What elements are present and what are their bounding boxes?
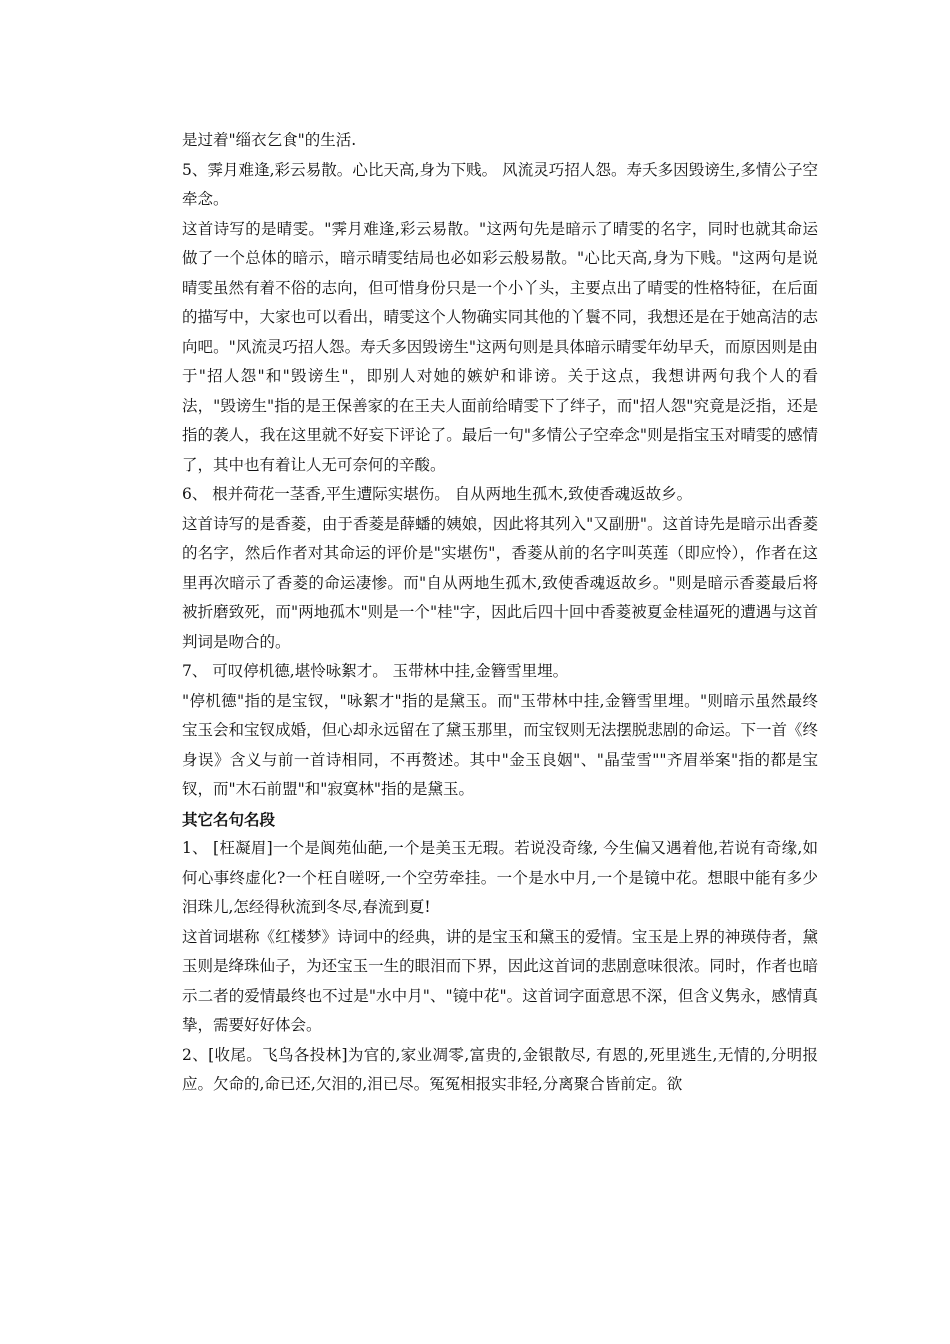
document-page [182,126,818,1100]
poem-5-qingwen: 5、霁月难逢,彩云易散。心比天高,身为下贱。 风流灵巧招人怨。寿夭多因毁谤生,多情公子空牵念。 [182,160,818,208]
poem-6-xiangling: 6、 根并荷花一茎香,平生遭际实堪伤。 自从两地生孤木,致使香魂返故乡。 [182,485,693,503]
commentary-wangningmei: 这首词堪称《红楼梦》诗词中的经典，讲的是宝玉和黛玉的爱情。宝玉是上界的神瑛侍者，黛玉则是绛珠仙子，为还宝玉一生的眼泪而下界，因此这首词的悲剧意味很浓。同时，作者也暗示二者的爱情最终也不过是"水中月"、"镜中花"。这首词字面意思不深，但含义隽永，感情真挚，需要好好体会。 [182,927,818,1034]
poem-7-baochai-daiyu: 7、 可叹停机德,堪怜咏絮才。 玉带林中挂,金簪雪里埋。 [182,662,569,680]
quote-2-shouwei: 2、[收尾。飞鸟各投林]为官的,家业凋零,富贵的,金银散尽, 有恩的,死里逃生,无情的,分明报应。欠命的,命已还,欠泪的,泪已尽。冤冤相报实非轻,分离聚合皆前定。欲 [182,1045,818,1093]
quote-1-wangningmei: 1、 [枉凝眉]一个是阆苑仙葩,一个是美玉无瑕。若说没奇缘, 今生偏又遇着他,若说有奇缘,如何心事终虚化?一个枉自嗟呀,一个空劳牵挂。一个是水中月,一个是镜中花。想眼中能有多少泪珠儿,怎经得秋流到冬尽,春流到夏! [182,839,818,916]
paragraph-miaoyu-ending: 是过着"缁衣乞食"的生活. [182,131,357,149]
commentary-baochai-daiyu: "停机德"指的是宝钗，"咏絮才"指的是黛玉。而"玉带林中挂,金簪雪里埋。"则暗示虽然最终宝玉会和宝钗成婚，但心却永远留在了黛玉那里，而宝钗则无法摆脱悲剧的命运。下一首《终身误》含义与前一首诗相同，不再赘述。其中"金玉良姻"、"晶莹雪""齐眉举案"指的都是宝钗，而"木石前盟"和"寂寞林"指的是黛玉。 [182,691,818,798]
section-heading: 其它名句名段 [182,809,276,829]
commentary-qingwen: 这首诗写的是晴雯。"霁月难逢,彩云易散。"这两句先是暗示了晴雯的名字，同时也就其命运做了一个总体的暗示，暗示晴雯结局也必如彩云般易散。"心比天高,身为下贱。"这两句是说晴雯虽然有着不俗的志向，但可惜身份只是一个小丫头，主要点出了晴雯的性格特征，在后面的描写中，大家也可以看出，晴雯这个人物确实同其他的丫鬟不同，我想还是在于她高洁的志向吧。"风流灵巧招人怨。寿夭多因毁谤生"这两句则是具体暗示晴雯年幼早夭，而原因则是由于"招人怨"和"毁谤生"，即别人对她的嫉妒和诽谤。关于这点，我想讲两句我个人的看法，"毁谤生"指的是王保善家的在王夫人面前给晴雯下了绊子，而"招人怨"究竟是泛指，还是指的袭人，我在这里就不好妄下评论了。最后一句"多情公子空牵念"则是指宝玉对晴雯的感情了，其中也有着让人无可奈何的辛酸。 [182,219,818,474]
commentary-xiangling: 这首诗写的是香菱，由于香菱是薛蟠的姨娘，因此将其列入"又副册"。这首诗先是暗示出香菱的名字，然后作者对其命运的评价是"实堪伤"，香菱从前的名字叫英莲（即应怜），作者在这里再次暗示了香菱的命运凄惨。而"自从两地生孤木,致使香魂返故乡。"则是暗示香菱最后将被折磨致死，而"两地孤木"则是一个"桂"字，因此后四十回中香菱被夏金桂逼死的遭遇与这首判词是吻合的。 [182,514,818,651]
